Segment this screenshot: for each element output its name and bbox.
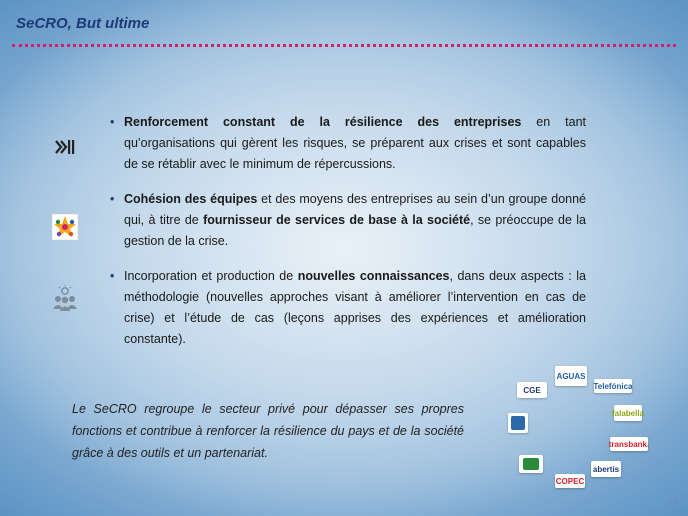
aguas-andinas-logo: AGUAS (555, 366, 587, 386)
header-divider (12, 44, 676, 47)
abertis-logo: abertis (591, 461, 621, 477)
bullet-list (110, 112, 586, 364)
bullet-text: , dans deux aspects : la méthodologie (nouvelles approches visant à améliorer l’intervention en cas de crise) et l’étude de cas (leçons apprises des expériences et amélioration constante). (124, 269, 586, 346)
bullet-marker: • (110, 192, 115, 206)
bullet-text: Incorporation et production de (124, 269, 298, 283)
bullet-emphasis: nouvelles connaissances (297, 269, 450, 283)
bullet-emphasis: Renforcement constant de la résilience des entreprises (124, 115, 522, 129)
bullet-item (110, 266, 586, 350)
forward-arrows-icon (50, 132, 80, 162)
bullet-emphasis: Cohésion des équipes (124, 192, 258, 206)
bullet-text: , se préoccupe de la gestion de la crise. (124, 213, 586, 248)
telefonica-logo: Telefónica (594, 379, 632, 393)
bullet-emphasis: fournisseur de services de base à la société (203, 213, 471, 227)
bullet-text: en tant qu’organisations qui gèrent les risques, se préparent aux crises et sont capables de se rétablir avec le minimum de répercussions. (124, 115, 586, 171)
page-number: 20 (667, 496, 678, 506)
bullet-item (110, 112, 586, 175)
enel-logo (519, 455, 543, 473)
transbank-logo: transbank. (610, 437, 648, 451)
bullet-marker: • (110, 269, 115, 283)
bullet-item (110, 189, 586, 252)
building-logo (508, 413, 528, 433)
bullet-text: et des moyens des entreprises au sein d’un groupe donné qui, à titre de (124, 192, 586, 227)
summary-text: Le SeCRO regroupe le secteur privé pour dépasser ses propres fonctions et contribue à renforcer la résilience du pays et de la société grâce à des outils et un partenariat. (72, 402, 464, 460)
team-star-icon (50, 212, 80, 242)
page-title: SeCRO, But ultime (16, 15, 150, 32)
cge-logo: CGE (517, 382, 547, 398)
bullet-marker: • (110, 115, 115, 129)
people-lightbulb-icon (50, 285, 80, 315)
copec-logo: COPEC (555, 474, 585, 488)
falabella-logo: falabella (614, 405, 642, 421)
